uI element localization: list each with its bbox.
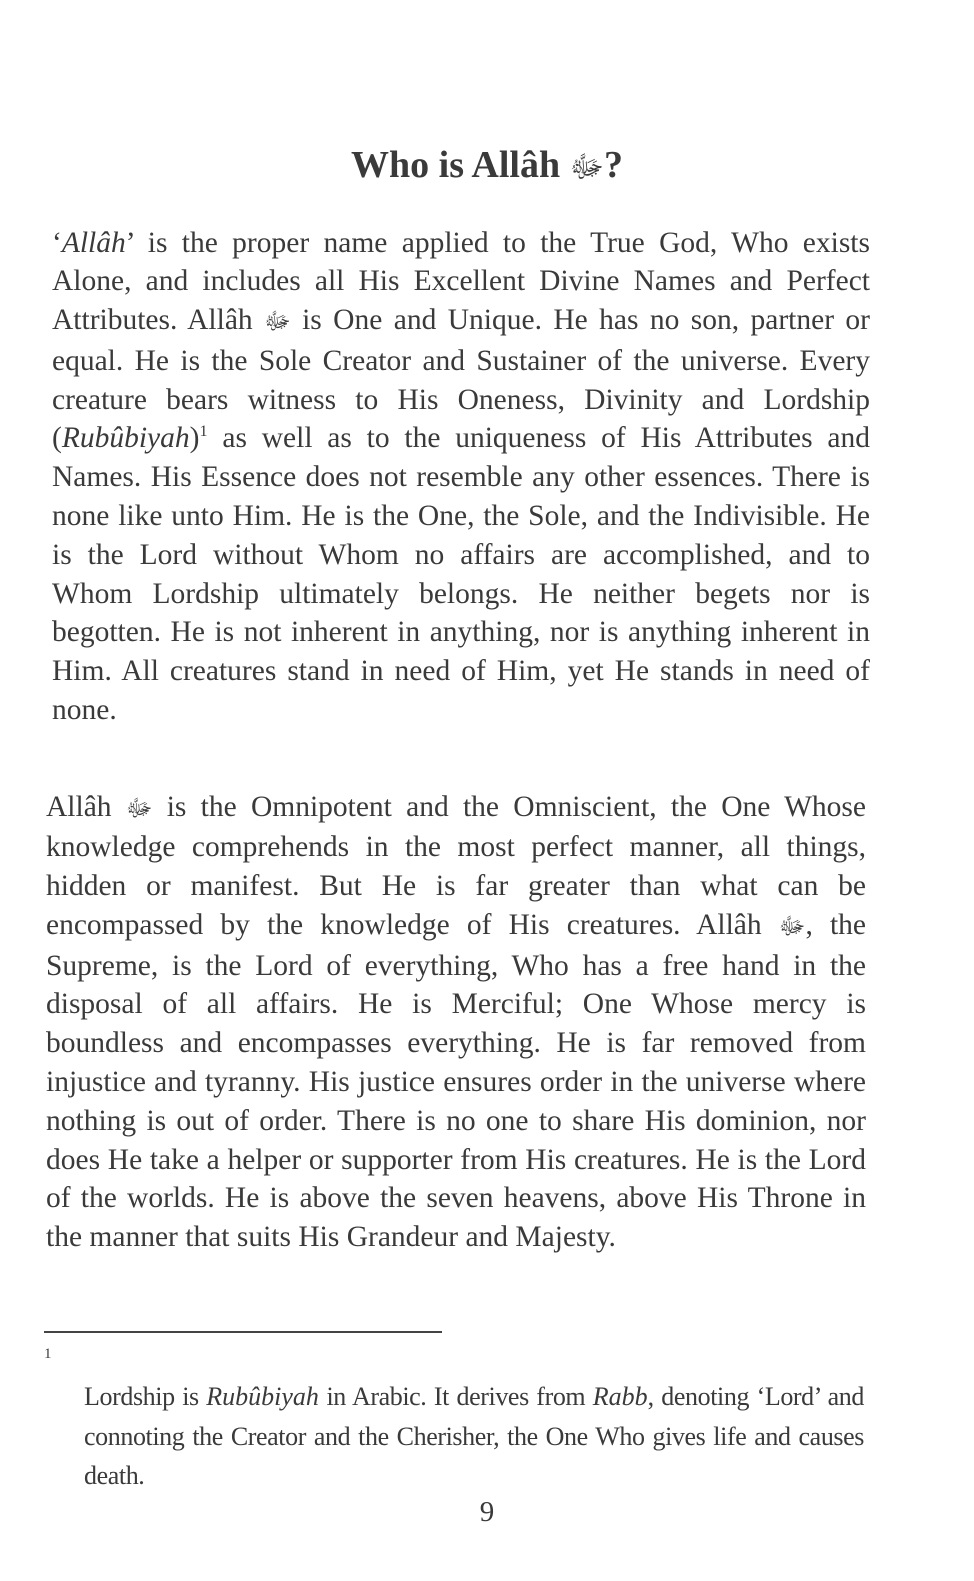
paragraph-2-text-b: is the Omnipotent and the Omniscient, the One Whose knowledge comprehends in the most perfect manner, all things, hidden or manifest. But He is far greater than what can be encompassed by the knowledge of His creatures. Allâh <box>46 790 867 941</box>
footnote-text <box>84 1377 864 1496</box>
paragraph-1-text-b: is One and Unique. He has no son, partner or equal. He is the Sole Creator and Sustainer of the universe. Every creature bears witness to His Oneness, Divinity and Lordship ( <box>52 304 870 455</box>
paragraph-2-text-c: , the Supreme, is the Lord of everything, Who has a free hand in the disposal of all affairs. He is Merciful; One Whose mercy is boundless and encompasses everything. He is far removed from injustice and tyranny. His justice ensures order in the universe where nothing is out of order. There is no one to share His dominion, nor does He take a helper or supporter from His creatures. He is the Lord of the worlds. He is above the seven heavens, above His Throne in the manner that suits His Grandeur and Majesty. <box>46 908 867 1254</box>
italic-allah: Allâh <box>61 226 126 259</box>
title-text: Who is Allâh <box>351 144 561 187</box>
footnote-reference[interactable]: 1 <box>199 422 208 441</box>
arabic-honorific-icon: ﷻ <box>569 150 604 185</box>
italic-rububiyah: Rubûbiyah <box>61 422 190 455</box>
paragraph-2 <box>46 788 866 1258</box>
footnote-text-a: Lordship is <box>84 1382 207 1411</box>
paren-close: ) <box>189 422 200 455</box>
quote-close: ’ <box>125 226 134 259</box>
page-number: 9 <box>479 1496 495 1528</box>
title-question-mark: ? <box>603 144 623 187</box>
paragraph-1-text-c: as well as to the uniqueness of His Attributes and Names. His Essence does not resemble any other essences. There is none like unto Him. He is the One, the Sole, and the Indivisible. He is the Lord without Whom no affairs are accomplished, and to Whom Lordship ultimately belongs. He neither begets nor is begotten. He is not inherent in anything, nor is anything inherent in Him. All creatures stand in need of Him, yet He stands in need of none. <box>52 422 870 727</box>
footnote-number: 1 <box>44 1346 52 1362</box>
arabic-honorific-icon: ﷻ <box>125 795 153 822</box>
footnote-text-c: , denoting ‘Lord’ and connoting the Creator and the Cherisher, the One Who gives life and causes death. <box>84 1382 864 1490</box>
paragraph-1-text-a: is the proper name applied to the True God, Who exists Alone, and includes all His Excellent Divine Names and Perfect Attributes. Allâh <box>52 226 870 337</box>
arabic-honorific-icon: ﷻ <box>778 913 806 940</box>
paragraph-2-text-a: Allâh <box>46 790 126 823</box>
paragraph-1 <box>52 224 870 730</box>
arabic-honorific-icon: ﷻ <box>264 309 291 336</box>
footnote-divider <box>44 1331 442 1333</box>
footnote-text-b: in Arabic. It derives from <box>318 1382 593 1411</box>
quote-open: ‘ <box>52 226 62 259</box>
footnote-italic-rabb: Rabb <box>592 1382 648 1411</box>
page-title <box>0 143 974 193</box>
footnote-italic-rububiyah: Rubûbiyah <box>206 1382 319 1411</box>
